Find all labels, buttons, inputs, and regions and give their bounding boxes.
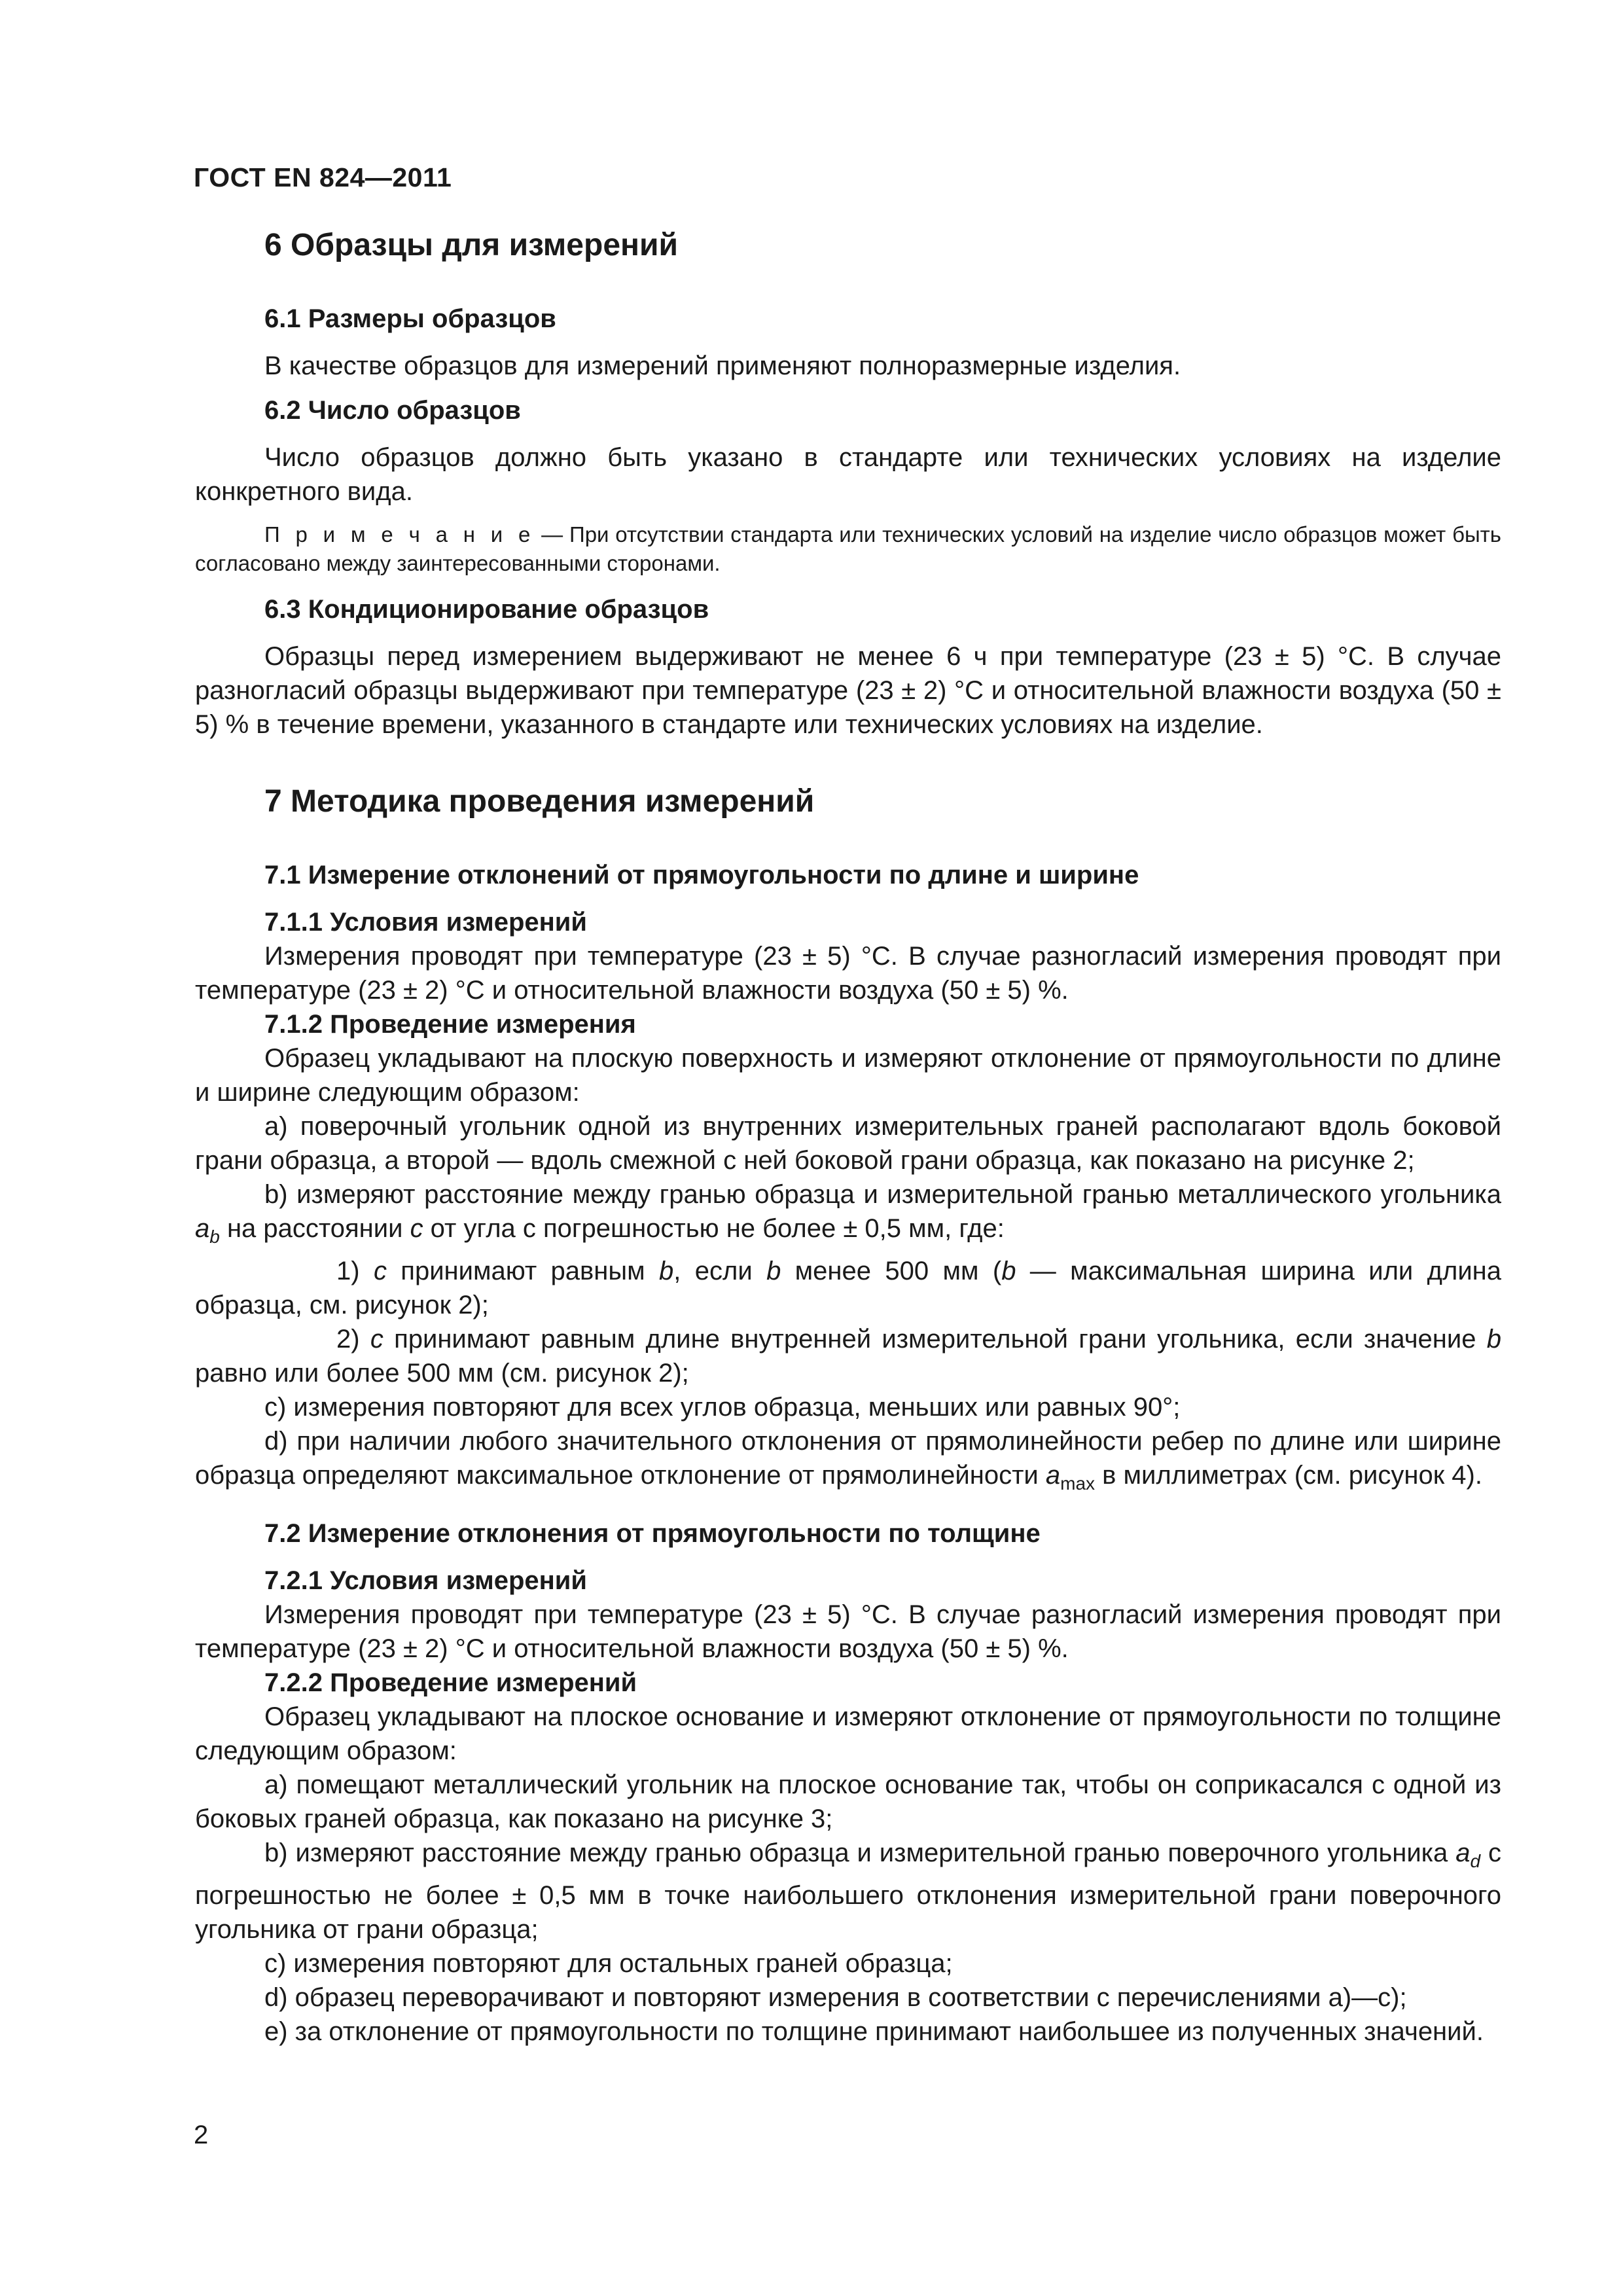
subscript: d: [1470, 1851, 1481, 1871]
variable: b: [766, 1257, 781, 1285]
text-run: с погрешностью не более ± 0,5 мм в точке наибольшего отклонения измерительной грани поверочного угольника от грани образца;: [195, 1839, 1501, 1944]
section-7-1-1-text: Измерения проводят при температуре (23 ± 5) °С. В случае разногласий измерения проводят при температуре (23 ± 2) °С и относительной влажности воздуха (50 ± 5) %.: [195, 942, 1501, 1005]
section-7-1-2-intro: Образец укладывают на плоскую поверхность и измеряют отклонение от прямоугольности по длине и ширине следующим образом:: [195, 1044, 1501, 1107]
section-7-1-2-item-c: с) измерения повторяют для всех углов образца, меньших или равных 90°;: [264, 1393, 1181, 1422]
text-run: на расстоянии: [219, 1214, 410, 1243]
section-6-3-heading: 6.3 Кондиционирование образцов: [264, 595, 709, 624]
section-7-2-2-heading: 7.2.2 Проведение измерений: [264, 1668, 637, 1697]
section-7-2-1-heading: 7.2.1 Условия измерений: [264, 1566, 587, 1595]
variable: a: [195, 1214, 210, 1243]
section-7-2-2-item-b: [195, 1836, 1501, 1946]
text-run: в миллиметрах (см. рисунок 4).: [1095, 1461, 1482, 1490]
note-text: — При отсутствии стандарта или технических условий на изделие число образцов может быть согласовано между заинтересованными сторонами.: [195, 522, 1501, 575]
text-run: принимают равным длине внутренней измерительной грани угольника, если значение: [383, 1325, 1487, 1354]
subscript: max: [1060, 1473, 1096, 1494]
section-7-1-1-heading: 7.1.1 Условия измерений: [264, 908, 587, 937]
section-6-3-text: Образцы перед измерением выдерживают не менее 6 ч при температуре (23 ± 5) °С. В случае разногласий образцы выдерживают при температуре (23 ± 2) °С и относительной влажности воздуха (50 ± 5) % в течение времени, указанного в стандарте или технических условиях на изделие.: [195, 642, 1501, 739]
text-run: b) измеряют расстояние между гранью образца и измерительной гранью поверочного угольника: [264, 1839, 1456, 1867]
section-6-2-heading: 6.2 Число образцов: [264, 396, 521, 425]
variable: c: [370, 1325, 383, 1354]
section-7-1-2-item-b: [195, 1177, 1501, 1254]
section-7-1-heading: 7.1 Измерение отклонений от прямоугольности по длине и ширине: [264, 861, 1139, 889]
text-run: , если: [673, 1257, 767, 1285]
section-7-2-2-item-a: а) помещают металлический угольник на плоское основание так, чтобы он соприкасался с одной из боковых граней образца, как показано на рисунке 3;: [195, 1770, 1501, 1833]
section-7-1-2-heading: 7.1.2 Проведение измерения: [264, 1010, 636, 1039]
section-7-1-2-item-a: а) поверочный угольник одной из внутренних измерительных граней располагают вдоль боковой грани образца, а второй — вдоль смежной с ней боковой грани образца, как показано на рисунке 2;: [195, 1112, 1501, 1175]
variable: b: [1001, 1257, 1016, 1285]
section-6-1-text: В качестве образцов для измерений применяют полноразмерные изделия.: [264, 351, 1181, 380]
section-7-2-2-item-d: d) образец переворачивают и повторяют измерения в соответствии с перечислениями а)—с);: [264, 1983, 1407, 2012]
section-7-heading: 7 Методика проведения измерений: [264, 784, 815, 819]
text-run: от угла с погрешностью не более ± 0,5 мм, где:: [423, 1214, 1005, 1243]
variable: b: [659, 1257, 674, 1285]
document-body: [195, 226, 1501, 2049]
text-run: b) измеряют расстояние между гранью образца и измерительной гранью металлического угольника: [264, 1180, 1501, 1209]
note-label: П р и м е ч а н и е: [264, 522, 535, 547]
text-run: менее 500 мм (: [781, 1257, 1002, 1285]
document-header: ГОСТ EN 824—2011: [194, 162, 452, 192]
text-run: d) при наличии любого значительного отклонения от прямолинейности ребер по длине или ширине образца определяют максимальное отклонение от прямолинейности: [195, 1427, 1501, 1490]
section-7-2-2-item-c: с) измерения повторяют для остальных граней образца;: [264, 1949, 953, 1978]
section-7-2-heading: 7.2 Измерение отклонения от прямоугольности по толщине: [264, 1519, 1041, 1548]
page-number: 2: [194, 2121, 209, 2149]
section-6-2-note: [195, 520, 1501, 578]
section-7-1-2-item-b-1: [195, 1254, 1501, 1322]
section-7-1-2-item-b-2: [195, 1322, 1501, 1390]
section-6-heading: 6 Образцы для измерений: [264, 228, 679, 262]
variable: a: [1045, 1461, 1061, 1490]
section-7-1-2-item-d: [195, 1424, 1501, 1501]
section-7-2-2-intro: Образец укладывают на плоское основание и измеряют отклонение от прямоугольности по толщине следующим образом:: [195, 1702, 1501, 1765]
text-run: равно или более 500 мм (см. рисунок 2);: [195, 1359, 689, 1388]
text-run: — максимальная ширина или длина образца, см. рисунок 2);: [195, 1257, 1501, 1319]
section-6-2-text: Число образцов должно быть указано в стандарте или технических условиях на изделие конкретного вида.: [195, 443, 1501, 506]
text-run: принимают равным: [386, 1257, 660, 1285]
text-run: 2): [336, 1325, 370, 1354]
text-run: 1): [336, 1257, 374, 1285]
variable: c: [410, 1214, 423, 1243]
variable: b: [1486, 1325, 1501, 1354]
subscript: b: [209, 1227, 220, 1247]
section-6-1-heading: 6.1 Размеры образцов: [264, 304, 556, 333]
variable: c: [373, 1257, 387, 1285]
section-7-2-1-text: Измерения проводят при температуре (23 ± 5) °С. В случае разногласий измерения проводят при температуре (23 ± 2) °С и относительной влажности воздуха (50 ± 5) %.: [195, 1600, 1501, 1663]
section-7-2-2-item-e: е) за отклонение от прямоугольности по толщине принимают наибольшее из полученных значений.: [264, 2017, 1484, 2046]
variable: a: [1455, 1839, 1471, 1867]
